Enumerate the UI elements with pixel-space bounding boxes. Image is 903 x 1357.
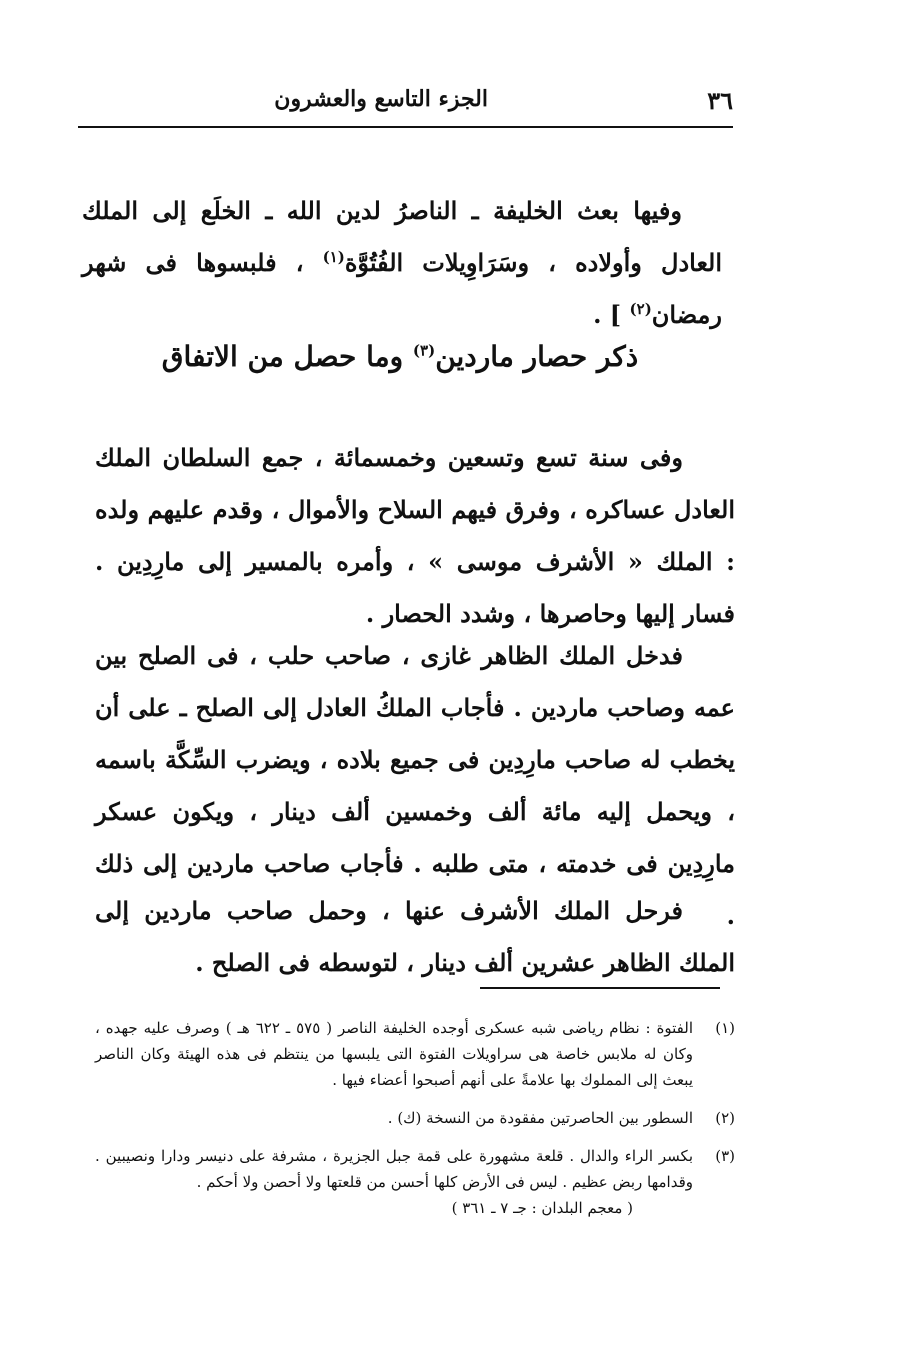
footnote-source: ( معجم البلدان : جـ ٧ ـ ٣٦١ ) bbox=[451, 1199, 633, 1217]
opening-paragraph bbox=[82, 185, 722, 341]
footnote-text: بكسر الراء والدال . قلعة مشهورة على قمة جبل الجزيرة ، مشرفة على دنيسر ودارا ونصيبين . وقدامها ربض عظيم . ليس فى الأرض كلها أحسن من قلعتها ولا أحصن ولا أحكم . bbox=[95, 1147, 693, 1191]
footnote-number: (٣) bbox=[715, 1147, 735, 1165]
footnote-text: الفتوة : نظام رياضى شبه عسكرى أوجده الخليفة الناصر ( ٥٧٥ ـ ٦٢٢ هـ ) وصرف عليه جهده ، وكان له ملابس خاصة هى سراويلات الفتوة التى يلبسها من ينتظم فى هذه الهيئة وكان الناصر يبعث إلى المملوك بها علامةً على أنهم أصبحوا أعضاء فيها . bbox=[95, 1019, 693, 1089]
footnote-number: (١) bbox=[715, 1019, 735, 1037]
header-rule bbox=[78, 126, 733, 128]
footnote-item bbox=[95, 1143, 735, 1221]
section-title-a: ذكر حصار ماردين bbox=[435, 340, 639, 373]
page-number: ٣٦ bbox=[707, 86, 733, 115]
footnote-number: (٢) bbox=[715, 1109, 735, 1127]
section-title bbox=[150, 340, 650, 373]
paragraph: فرحل الملك الأشرف عنها ، وحمل صاحب ماردين إلى الملك الظاهر عشرين ألف دينار ، لتوسطه فى الصلح . bbox=[95, 896, 735, 977]
footnote-item bbox=[95, 1015, 735, 1093]
footnote-rule bbox=[480, 987, 720, 989]
page-header bbox=[78, 80, 733, 128]
paragraph: فدخل الملك الظاهر غازى ، صاحب حلب ، فى الصلح بين عمه وصاحب ماردين . فأجاب الملكُ العادل إلى الصلح ـ على أن يخطب له صاحب مارِدِين فى جميع بلاده ، ويضرب السِّكَّة باسمه ، ويحمل إليه مائة ألف وخمسين ألف دينار ، ويكون عسكر مارِدِين فى خدمته ، متى طلبه . فأجاب صاحب ماردين إلى ذلك . bbox=[95, 641, 735, 930]
paragraph: وفى سنة تسع وتسعين وخمسمائة ، جمع السلطان الملك العادل عساكره ، وفرق فيهم السلاح والأموال ، وقدم عليهم ولده : الملك « الأشرف موسى » ، وأمره بالمسير إلى مارِدِين . فسار إليها وحاصرها ، وشدد الحصار . bbox=[95, 443, 735, 628]
opening-text-a: وفيها بعث الخليفة ـ الناصرُ لدين الله ـ الخلَع إلى الملك العادل وأولاده ، وسَرَاوِيلات الفُتُوَّة bbox=[82, 196, 722, 277]
footnote-ref-2: (٢) bbox=[629, 300, 652, 318]
footnote-item bbox=[95, 1105, 735, 1131]
footnotes bbox=[95, 1015, 735, 1233]
footnote-ref-1: (١) bbox=[322, 248, 345, 266]
footnote-ref-3: (٣) bbox=[412, 341, 436, 360]
running-title: الجزء التاسع والعشرون bbox=[274, 86, 488, 112]
section-title-b: وما حصل من الاتفاق bbox=[161, 340, 413, 373]
opening-text-b: ، فلبسوها فى شهر رمضان bbox=[82, 248, 722, 329]
opening-text-c: ] . bbox=[593, 300, 630, 329]
footnote-text: السطور بين الحاصرتين مفقودة من النسخة (ك) . bbox=[387, 1109, 693, 1127]
